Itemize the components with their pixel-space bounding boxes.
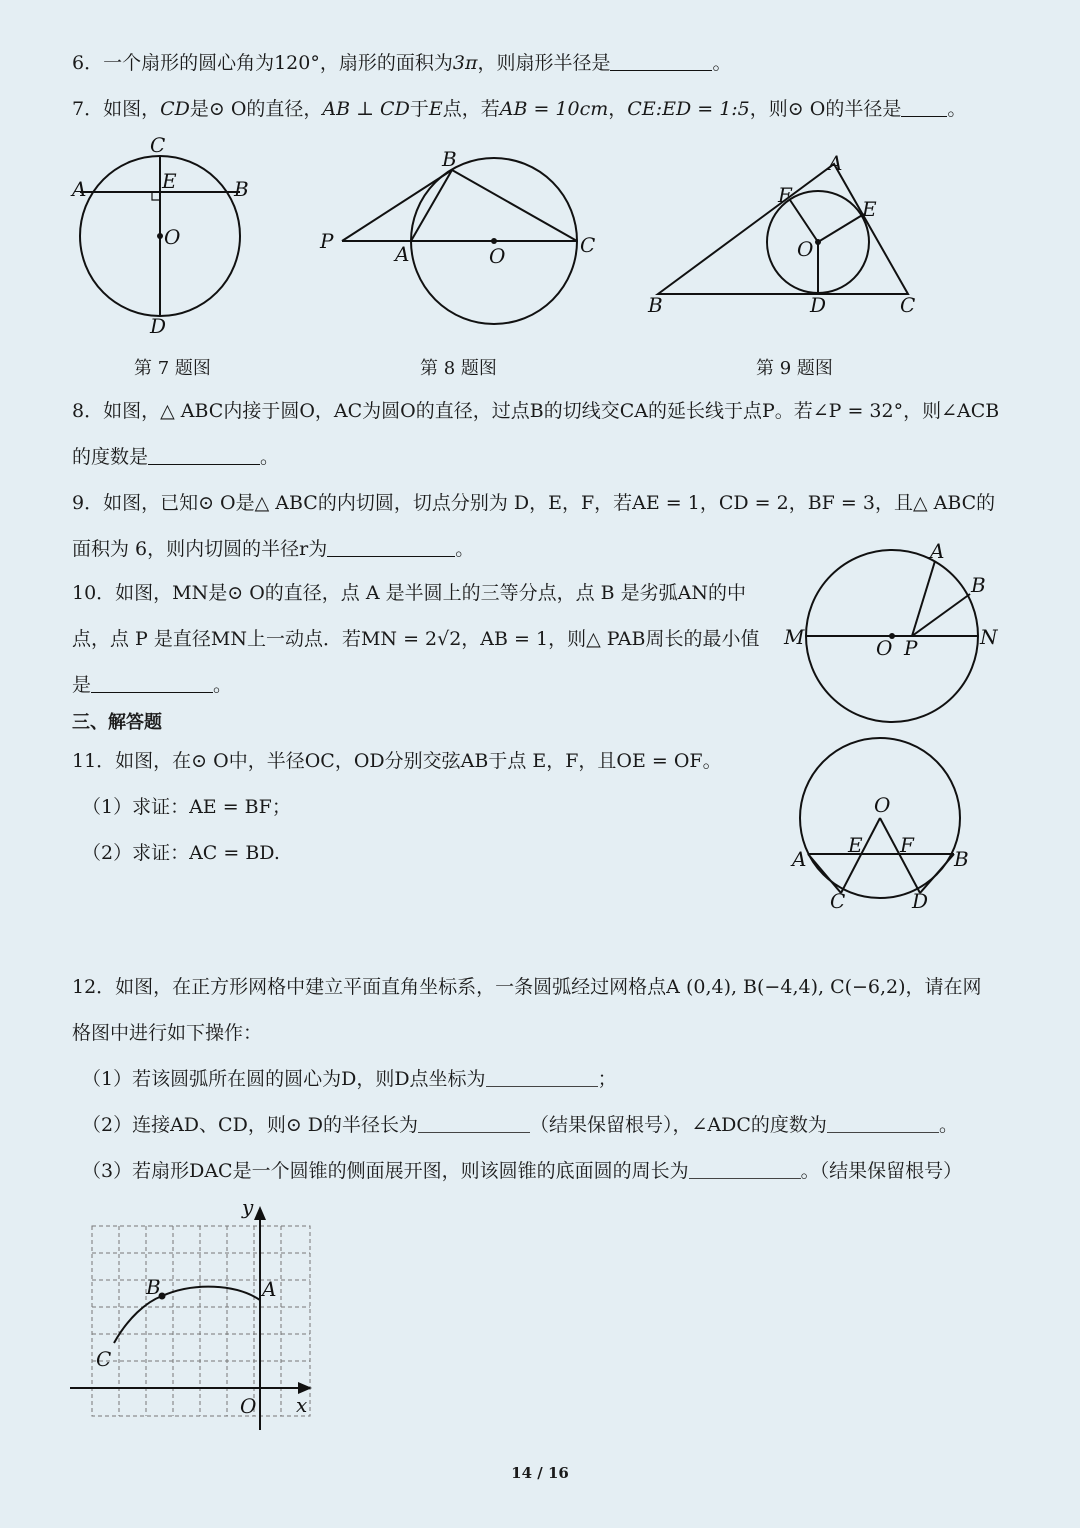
fig12-label-a: A (262, 1277, 277, 1301)
q12-part2-text-b: （结果保留根号），∠ADC的度数为 (530, 1114, 827, 1136)
fig10-segment-pb (912, 594, 970, 636)
fig9-label-c: C (900, 293, 916, 317)
fig7-right-angle (152, 192, 160, 200)
q7-text-e: 于 (409, 98, 429, 120)
q12-part1-text: （1）若该圆弧所在圆的圆心为D，则D点坐标为 (82, 1068, 486, 1090)
q12-answer-blank-1[interactable] (486, 1068, 598, 1087)
q10-text: 是 (72, 674, 92, 696)
q12-line1: 12．如图，在正方形网格中建立平面直角坐标系，一条圆弧经过网格点A (0,4), B(−4,4), C(−6,2)，请在网 (72, 976, 982, 998)
q10-answer-blank[interactable] (91, 674, 213, 693)
figure-11 (784, 738, 984, 918)
fig7-label-c: C (150, 133, 166, 157)
fig11-label-f: F (900, 833, 914, 857)
q6-text-mid: ，扇形的面积为 (319, 52, 453, 74)
fig9-label-d: D (810, 293, 827, 317)
fig11-chord-bd (920, 854, 954, 893)
fig8-label-p: P (320, 229, 334, 253)
fig7-label-e: E (162, 169, 177, 193)
fig8-label-a: A (395, 242, 410, 266)
fig11-label-d: D (912, 889, 929, 913)
q12-part3-text-a: （3）若扇形DAC是一个圆锥的侧面展开图，则该圆锥的底面圆的周长为 (82, 1160, 689, 1182)
fig8-tangent-pb (342, 170, 452, 241)
fig10-label-a: A (930, 539, 945, 563)
q9-answer-blank[interactable] (327, 538, 455, 557)
fig8-label-c: C (580, 233, 596, 257)
q10-end: 。 (213, 674, 233, 696)
q12-part1-end: ； (597, 1068, 617, 1090)
q7-text-c: 是⊙ O的直径， (189, 98, 323, 120)
fig7-label-a: A (72, 177, 87, 201)
fig8-label-o: O (489, 244, 506, 268)
fig11-label-o: O (874, 793, 891, 817)
q10-line1: 10．如图，MN是⊙ O的直径，点 A 是半圆上的三等分点，点 B 是劣弧AN的中 (72, 582, 746, 604)
q12-answer-blank-4[interactable] (689, 1160, 801, 1179)
q7-comma: ， (608, 98, 628, 120)
fig12-label-b: B (146, 1275, 161, 1299)
fig11-label-b: B (954, 847, 969, 871)
fig7-label-o: O (164, 225, 181, 249)
q7-line (72, 96, 966, 122)
q7-answer-blank[interactable] (901, 98, 947, 117)
q6-area: 3π (452, 52, 478, 74)
fig7-label-b: B (234, 177, 249, 201)
caption-fig8: 第 8 题图 (420, 358, 497, 379)
fig10-label-b: B (971, 573, 986, 597)
q10-line3 (72, 672, 232, 698)
fig7-label-d: D (150, 314, 167, 338)
q9-end: 。 (455, 538, 475, 560)
q6-answer-blank[interactable] (610, 52, 712, 71)
q9-line2 (72, 536, 474, 562)
fig9-label-b: B (648, 293, 663, 317)
section-heading: 三、解答题 (72, 712, 162, 733)
fig11-label-c: C (830, 889, 846, 913)
q6-end: 。 (712, 52, 732, 74)
q7-e-point: E (428, 98, 443, 120)
fig9-label-e: E (862, 197, 877, 221)
fig12-label-o: O (240, 1394, 257, 1418)
q6-text-suffix: ，则扇形半径是 (477, 52, 611, 74)
q12-part2-text-a: （2）连接AD、CD，则⊙ D的半径长为 (82, 1114, 419, 1136)
fig10-label-n: N (980, 625, 998, 649)
q9-text: 面积为 6，则内切圆的半径r为 (72, 538, 328, 560)
fig12-label-c: C (96, 1347, 112, 1371)
q10-line2: 点，点 P 是直径MN上一动点．若MN = 2√2，AB = 1，则△ PAB周长的最小值 (72, 628, 760, 650)
figure-12 (66, 1194, 326, 1424)
q12-part3 (82, 1158, 962, 1184)
fig12-arc (114, 1287, 260, 1343)
figure-7 (70, 130, 260, 340)
fig9-radius-of (790, 200, 818, 242)
q6-line (72, 50, 731, 76)
q8-text: 的度数是 (72, 446, 149, 468)
q12-part1 (82, 1066, 617, 1092)
q6-text: 6．一个扇形的圆心角为 (72, 52, 275, 74)
q12-line2: 格图中进行如下操作： (72, 1022, 263, 1044)
fig10-label-m: M (784, 625, 805, 649)
fig10-label-p: P (904, 636, 918, 660)
q12-part2-end: 。 (938, 1114, 958, 1136)
q7-ratio: CE:ED = 1:5 (627, 98, 750, 120)
q8-line1: 8．如图，△ ABC内接于圆O，AC为圆O的直径，过点B的切线交CA的延长线于点P。若∠P = 32°，则∠ACB (72, 400, 1000, 422)
figure-10 (782, 538, 1002, 728)
q8-end: 。 (260, 446, 280, 468)
figure-8 (318, 148, 608, 338)
q11-part2: （2）求证：AC = BD. (82, 842, 280, 864)
q11-line1: 11．如图，在⊙ O中，半径OC，OD分别交弦AB于点 E，F，且OE = OF。 (72, 750, 722, 772)
q7-end: 。 (947, 98, 967, 120)
fig12-label-x: x (296, 1393, 308, 1417)
q9-line1: 9．如图，已知⊙ O是△ ABC的内切圆，切点分别为 D，E，F，若AE = 1，CD = 2，BF = 3，且△ ABC的 (72, 492, 996, 514)
q12-answer-blank-2[interactable] (418, 1114, 530, 1133)
fig11-chord-ac (808, 854, 841, 893)
q8-line2 (72, 444, 279, 470)
q7-text-k: ，则⊙ O的半径是 (749, 98, 902, 120)
caption-fig7: 第 7 题图 (134, 358, 211, 379)
q12-part2 (82, 1112, 958, 1138)
fig12-y-arrow (254, 1206, 266, 1220)
caption-fig9: 第 9 题图 (756, 358, 833, 379)
q7-cd: CD (160, 98, 190, 120)
q7-ab-length: AB = 10cm (499, 98, 609, 120)
q8-answer-blank[interactable] (148, 446, 260, 465)
fig11-label-e: E (848, 833, 863, 857)
fig9-center-dot (815, 239, 821, 245)
fig9-label-a: A (828, 151, 843, 175)
q7-text-a: 7．如图， (72, 98, 161, 120)
fig10-segment-pa (912, 561, 935, 636)
fig8-label-b: B (442, 147, 457, 171)
q11-part1: （1）求证：AE = BF； (82, 796, 291, 818)
fig9-radius-oe (818, 214, 864, 242)
fig8-chord-ba (411, 170, 452, 241)
figure-9 (648, 152, 928, 322)
page-number: 14 / 16 (511, 1464, 569, 1482)
q6-angle: 120° (274, 52, 320, 74)
q7-perp: AB ⊥ CD (322, 98, 410, 120)
fig7-center-dot (157, 233, 163, 239)
q12-answer-blank-3[interactable] (827, 1114, 939, 1133)
fig10-label-o: O (876, 636, 893, 660)
fig9-label-o: O (797, 237, 814, 261)
fig8-chord-bc (452, 170, 577, 241)
q7-text-g: 点，若 (442, 98, 500, 120)
fig11-label-a: A (792, 847, 807, 871)
fig12-label-y: y (242, 1195, 254, 1219)
fig9-label-f: F (778, 183, 792, 207)
q12-part3-text-b: 。（结果保留根号） (800, 1160, 963, 1182)
